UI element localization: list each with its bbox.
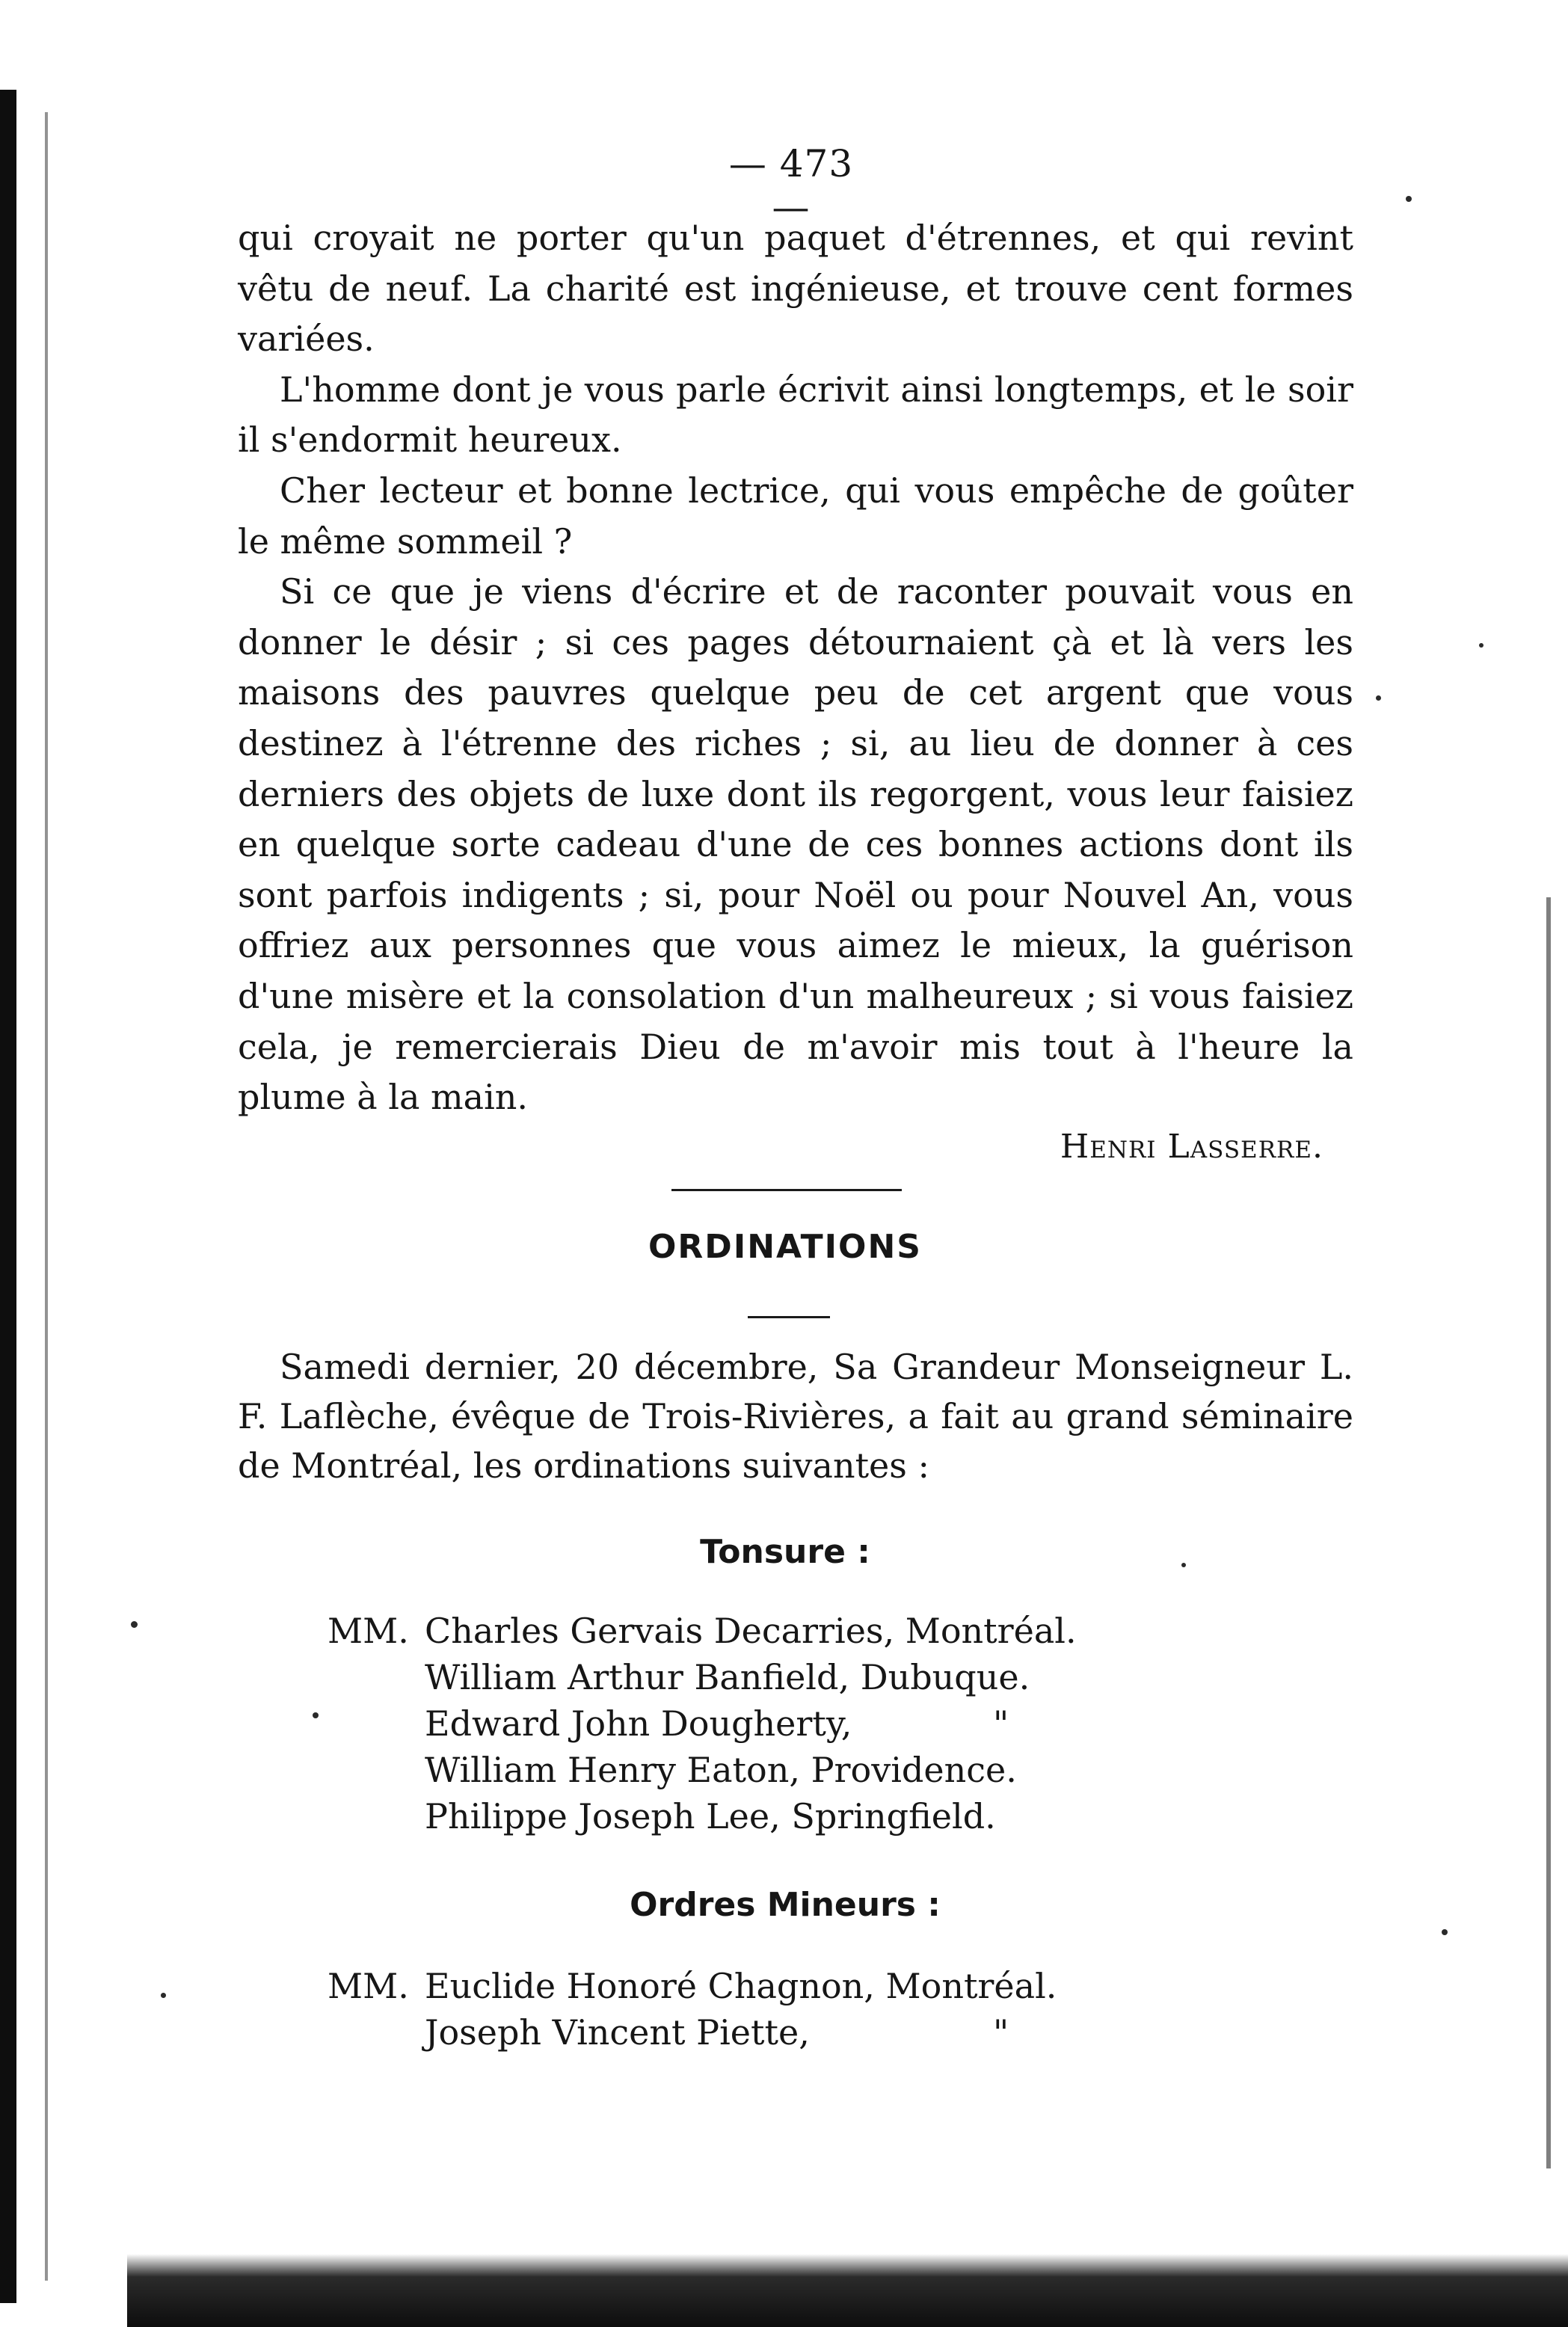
ordinand-name: Philippe Joseph Lee, Springfield. — [425, 1796, 996, 1836]
ditto-mark: " — [993, 1703, 1009, 1744]
scan-speck — [1442, 1929, 1448, 1935]
scan-speck — [1406, 196, 1412, 202]
list-item — [328, 1608, 1150, 1654]
tonsure-heading: Tonsure : — [700, 1533, 870, 1571]
article-body — [238, 213, 1353, 1123]
scan-speck — [161, 1993, 166, 1998]
binding-line — [45, 112, 48, 2281]
bottom-edge-shadow — [127, 2236, 1568, 2327]
list-item — [328, 1793, 1150, 1839]
page-edge-shadow — [1546, 897, 1551, 2168]
ordinand-name: Edward John Dougherty, — [425, 1703, 852, 1744]
scan-speck — [131, 1621, 138, 1628]
binding-edge-shadow — [0, 90, 16, 2303]
ordinations-intro — [238, 1342, 1353, 1490]
ordinand-name: Charles Gervais Decarries, Montréal. — [425, 1611, 1077, 1651]
list-item — [328, 1747, 1150, 1793]
ordinand-name: William Henry Eaton, Providence. — [425, 1750, 1017, 1790]
divider-rule — [671, 1189, 902, 1191]
scan-speck — [313, 1712, 319, 1718]
scan-speck — [1181, 1563, 1186, 1567]
ordres-mineurs-heading: Ordres Mineurs : — [630, 1886, 941, 1924]
tonsure-list — [328, 1608, 1150, 1839]
divider-rule-short — [748, 1316, 830, 1318]
ditto-mark: " — [993, 2012, 1009, 2053]
intro-paragraph: Samedi dernier, 20 décembre, Sa Grandeur Monseigneur L. F. Laflèche, évêque de Trois-Rivières, a fait au grand séminaire de Montréal, les ordinations suivantes : — [238, 1347, 1353, 1486]
ordinand-name: Joseph Vincent Piette, — [425, 2012, 810, 2053]
paragraph: Si ce que je viens d'écrire et de raconter pouvait vous en donner le désir ; si ces pages détournaient çà et là vers les maisons des pauvres quelque peu de cet argent que vous destinez à l'étrenne des riches ; si, au lieu de donner à ces derniers des objets de luxe dont ils regorgent, vous leur faisiez en quelque sorte cadeau d'une de ces bonnes actions dont ils sont parfois indigents ; si, pour Noël ou pour Nouvel An, vous offriez aux personnes que vous aimez le mieux, la guérison d'une misère et la consolation d'un malheureux ; si vous faisiez cela, je remercierais Dieu de m'avoir mis tout à l'heure la plume à la main. — [238, 571, 1353, 1118]
scan-speck — [1479, 643, 1484, 648]
ordres-mineurs-list — [328, 1963, 1150, 2056]
scan-speck — [1376, 695, 1381, 701]
honorific-prefix: MM. — [328, 1611, 409, 1651]
ordinand-name: William Arthur Banfield, Dubuque. — [425, 1657, 1030, 1697]
list-item — [328, 1963, 1150, 2009]
list-item — [328, 1654, 1150, 1700]
section-title: ORDINATIONS — [648, 1228, 922, 1266]
paragraph: L'homme dont je vous parle écrivit ainsi longtemps, et le soir il s'endormit heureux. — [238, 369, 1353, 461]
paragraph: qui croyait ne porter qu'un paquet d'étrennes, et qui revint vêtu de neuf. La charité est ingénieuse, et trouve cent formes variées. — [238, 218, 1353, 360]
honorific-prefix: MM. — [328, 1966, 409, 2006]
author-signature: Henri Lasserre. — [1060, 1128, 1323, 1166]
list-item — [328, 1700, 1150, 1747]
paragraph: Cher lecteur et bonne lectrice, qui vous empêche de goûter le même sommeil ? — [238, 470, 1353, 562]
page-number: — 473 — — [728, 142, 854, 229]
ordinand-name: Euclide Honoré Chagnon, Montréal. — [425, 1966, 1057, 2006]
list-item — [328, 2009, 1150, 2056]
